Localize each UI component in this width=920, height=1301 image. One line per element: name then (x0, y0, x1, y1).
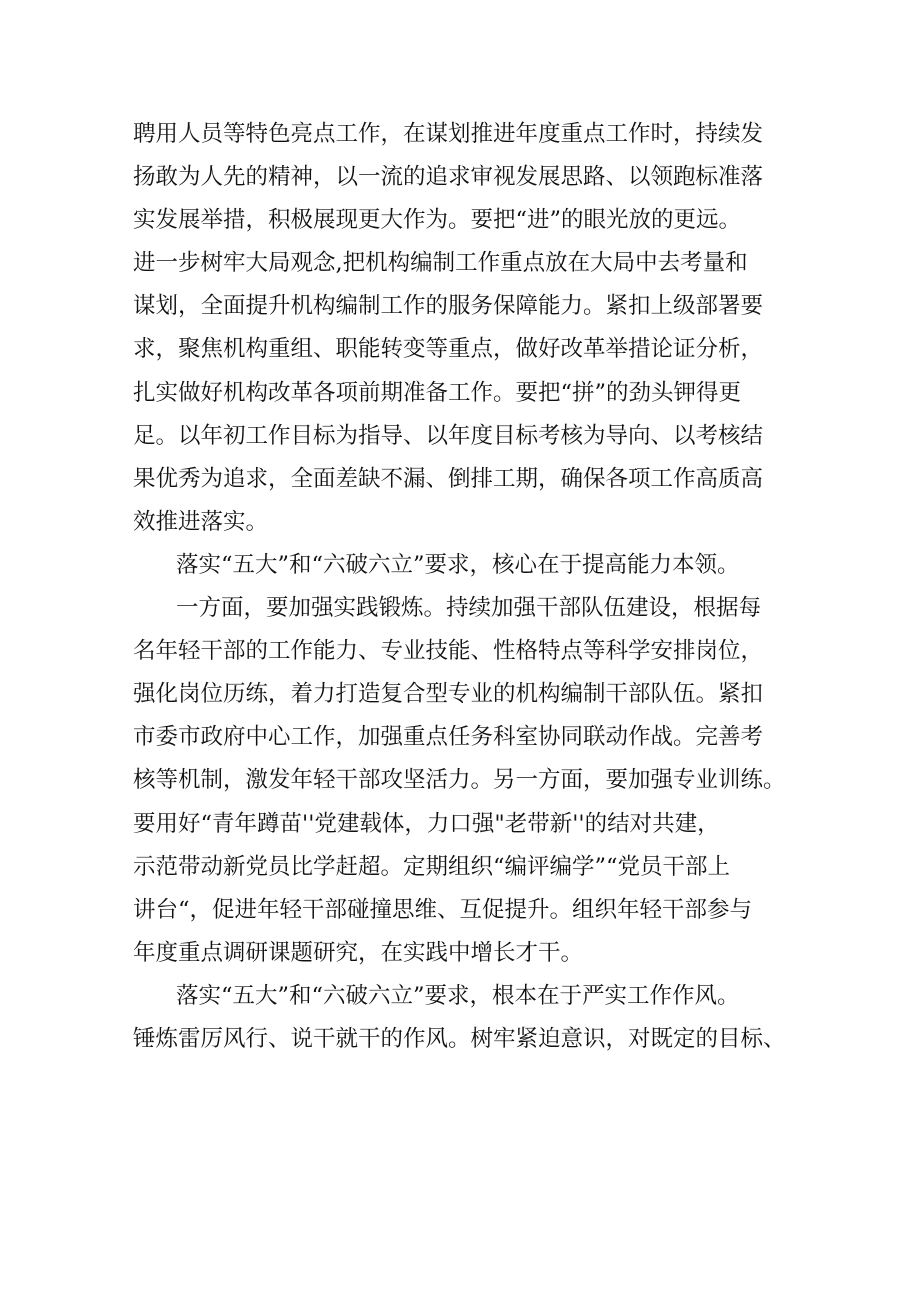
text-line: 要用好“青年蹲苗''党建载体，力口强"老带新''的结对共建， (133, 810, 720, 837)
text-line: 谋划，全面提升机构编制工作的服务保障能力。紧扣上级部署要 (133, 293, 764, 320)
text-line: 核等机制，激发年轻干部攻坚活力。另一方面，要加强专业训练。 (133, 767, 786, 794)
paragraph-start-line: 落实“五大”和“六破六立”要求，根本在于严实工作作风。 (176, 982, 740, 1009)
text-line: 进一步树牢大局观念,把机构编制工作重点放在大局中去考量和 (133, 250, 748, 277)
paragraph-start-line: 一方面，要加强实践锻炼。持续加强干部队伍建设，根据每 (176, 595, 762, 622)
text-line: 扎实做好机构改革各项前期准备工作。要把“拼”的劲头钾得更 (133, 379, 742, 406)
text-line: 示范带动新党员比学赶超。定期组织“编评编学”“党员干部上 (133, 853, 731, 880)
text-line: 名年轻干部的工作能力、专业技能、性格特点等科学安排岗位， (133, 638, 764, 665)
text-line: 市委市政府中心工作，加强重点任务科室协同联动作战。完善考 (133, 724, 764, 751)
text-line: 效推进落实。 (133, 508, 269, 535)
text-line: 聘用人员等特色亮点工作，在谋划推进年度重点工作时，持续发 (133, 121, 764, 147)
text-line: 果优秀为追求，全面差缺不漏、倒排工期，确保各项工作高质高 (133, 465, 764, 492)
text-line: 求，聚焦机构重组、职能转变等重点，做好改革举措论证分析， (133, 336, 764, 363)
text-line: 实发展举措，积极展现更大作为。要把“进”的眼光放的更远。 (133, 207, 742, 234)
text-line: 足。以年初工作目标为指导、以年度目标考核为导向、以考核结 (133, 422, 764, 449)
text-line: 扬敢为人先的精神，以一流的追求审视发展思路、以领跑标准落 (133, 164, 764, 191)
text-line: 强化岗位历练，着力打造复合型专业的机构编制干部队伍。紧扣 (133, 681, 764, 708)
paragraph-start-line: 落实“五大”和“六破六立”要求，核心在于提高能力本领。 (176, 551, 740, 578)
document-body (133, 113, 813, 1061)
text-line: 讲台“，促进年轻干部碰撞思维、互促提升。组织年轻干部参与 (133, 896, 753, 923)
text-line: 年度重点调研课题研究，在实践中增长才干。 (133, 939, 584, 966)
text-line: 锤炼雷厉风行、说干就干的作风。树牢紧迫意识，对既定的目标、 (133, 1025, 786, 1052)
